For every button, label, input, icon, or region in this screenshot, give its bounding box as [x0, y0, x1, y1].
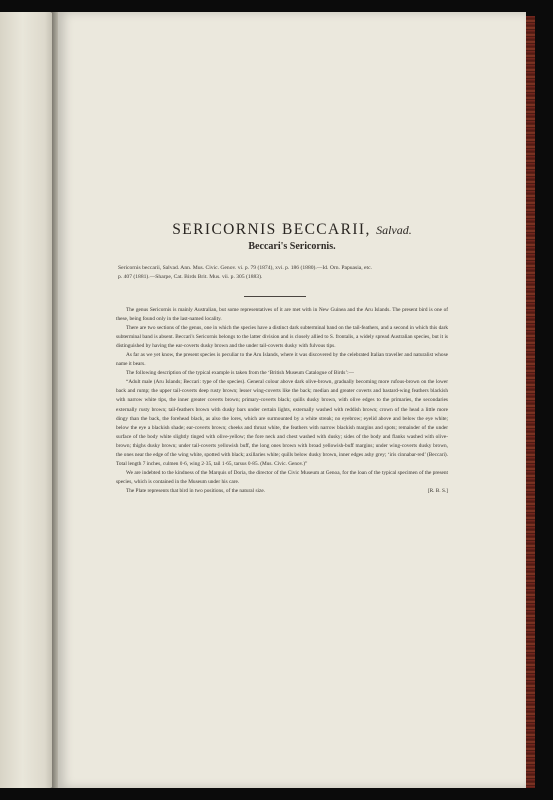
body-text	[116, 306, 448, 496]
author-signature: [R. B. S.]	[427, 487, 448, 494]
paragraph-distribution: As far as we yet know, the present species is peculiar to the Aru Islands, where it was discovered by the celebrated Italian traveller and naturalist whose name it bears.	[116, 352, 448, 368]
paragraph-catalogue-ref: The following description of the typical example is taken from the ‘British Museum Catalogue of Birds’:—	[126, 370, 354, 377]
synonymy-line-2: p. 407 (1881).—Sharpe, Cat. Birds Brit. Mus. vii. p. 305 (1883).	[118, 274, 263, 280]
paragraph-description: “Adult male (Aru Islands; Beccari: type of the species). General colour above dark olive-brown, gradually becoming more rufous-brown on the lower back and rump; the upper tail-coverts deep rusty brown; lesser wing-coverts like the back; median and greater coverts and bastard-wing feathers blackish with narrow white tips, the inner greater coverts brown; primary-coverts black; quills dusky brown, with olive edges to the primaries, the secondaries externally rusty brown; tail-feathers brown with dusky bars under certain lights, externally washed with reddish brown; crown of the head a little more dingy than the back, the forehead black, as also the lores, which are surmounted by a white streak; no eyebrow; eyelid above and below the eye white; below the eye a blackish shade; ear-coverts brown; cheeks and throat white, the feathers with narrow blackish margins and spots; remainder of the under surface of the body white slightly tinged with olive-yellow; the fore neck and chest washed with dusky; sides of the body and flanks washed with olive-brown; thighs dusky brown; under tail-coverts yellowish buff, the long ones brown with broad yellowish-buff margins; under wing-coverts dusky brown, the ones near the edge of the wing white, spotted with black; axillaries white; quills below dusky brown, inner edges ashy grey; ‘iris cinnabar-red’ (Beccari). Total length 7 inches, culmen 0·6, wing 2·35, tail 1·65, tarsus 0·85. (Mus. Civic. Genov.)”	[116, 379, 448, 467]
synonymy-line-1: Sericornis beccarii, Salvad. Ann. Mus. Civic. Genov. vi. p. 79 (1874), xvi. p. 186 (1880).—Id. Orn. Papuasia, etc.	[118, 265, 372, 271]
facing-page-edge	[0, 12, 56, 788]
paragraph-acknowledgement: We are indebted to the kindness of the Marquis of Doria, the director of the Civic Museum at Genoa, for the loan of the typical specimen of the present species, which is contained in the Museum under his care.	[116, 469, 448, 485]
section-rule	[244, 296, 306, 297]
paragraph-plate: The Plate represents that bird in two positions, of the natural size.	[126, 487, 266, 494]
common-name: Beccari's Sericornis.	[248, 241, 336, 252]
page-block-edge	[526, 16, 535, 788]
paragraph-intro: The genus Sericornis is mainly Australian, but some representatives of it are met with in New Guinea and the Aru Islands. The present bird is one of these, being found only in the last-named locality.	[116, 307, 448, 323]
paragraph-sections: There are two sections of the genus, one in which the species have a distinct dark subterminal band on the tail-feathers, and a second in which this dark subterminal band is absent. Beccari's Sericornis belongs to the latter division and is closely allied to S. frontalis, a widely spread Australian species, but it is distinguished by having the ear-coverts dusky brown and the under tail-coverts dusky with fulvous tips.	[116, 325, 448, 350]
species-title	[58, 221, 526, 239]
species-author: Salvad.	[376, 223, 412, 237]
synonymy-block	[118, 264, 478, 282]
plate-signature-row	[116, 487, 448, 496]
page-content	[58, 0, 526, 800]
species-name: SERICORNIS BECCARII,	[172, 221, 371, 238]
